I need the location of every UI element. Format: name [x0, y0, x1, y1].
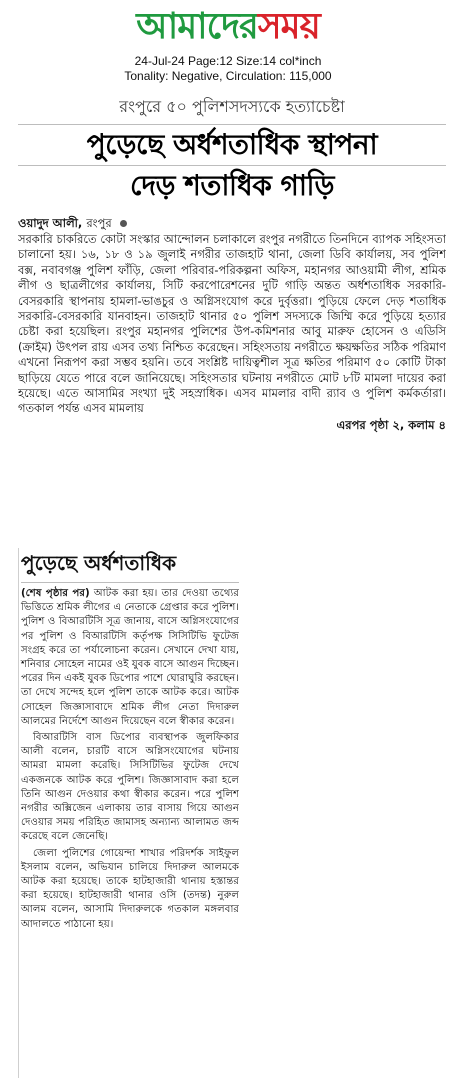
bullet-icon	[120, 220, 127, 227]
tonality-circulation-line: Tonality: Negative, Circulation: 115,000	[124, 69, 332, 83]
logo-part-2: সময়	[257, 5, 320, 47]
continued-from-label: (শেষ পৃষ্ঠার পর)	[21, 588, 90, 599]
continuation-paragraph: জেলা পুলিশের গোয়েন্দা শাখার পরিদর্শক সাইফুল ইসলাম বলেন, অভিযান চালিয়ে দিদারুল আলমকে আটক করা হয়েছে। তাকে হাটহাজারী থানায় হস্তান্তর করা হয়েছে। হাটহাজারী থানার ওসি (তদন্ত) নুরুল আলম বলেন, আসামি দিদারুলকে গতকাল মঙ্গলবার আদালতে পাঠানো হয়।	[21, 847, 239, 930]
byline-name: ওয়াদুদ আলী,	[18, 216, 83, 230]
logo-part-1: আমাদের	[136, 5, 258, 47]
continuation-paragraph: বিআরটিসি বাস ডিপোর ব্যবস্থাপক জুলফিকার আলী বলেন, চারটি বাসে অগ্নিসংযোগের ঘটনায় আমরা মামলা করেছি। সিসিটিভির ফুটেজ দেখে একজনকে আটক করে পুলিশ। জিজ্ঞাসাবাদ করা হলে তিনি আগুন দেওয়ার কথা স্বীকার করেন। পরে পুলিশ নগরীর অক্সিজেন এলাকায় তার বাসায় গিয়ে আগুন দেওয়ার সময় পরিহিত জামাসহ অন্যান্য আলামত জব্দ করেছে বলে জেনেছি।	[21, 732, 239, 843]
main-article	[18, 94, 446, 522]
masthead	[0, 0, 456, 52]
date-page-size-line: 24-Jul-24 Page:12 Size:14 col*inch	[134, 54, 322, 68]
byline	[18, 214, 446, 232]
clipping-meta	[0, 54, 456, 84]
newspaper-logo	[0, 0, 456, 52]
article-body: সরকারি চাকরিতে কোটা সংস্কার আন্দোলন চলাকালে রংপুর নগরীতে তিনদিনে ব্যাপক সহিংসতা চালানো হয়। ১৬, ১৮ ও ১৯ জুলাই নগরীর তাজহাট থানা, জেলা ডিবি কার্যালয়, সব পুলিশ বক্স, নবাবগঞ্জ পুলিশ ফাঁড়ি, জেলা পরিবার-পরিকল্পনা অফিস, মহানগর আওয়ামী লীগ, শ্রমিক লীগ ও ছাত্রলীগের কার্যালয়, সিটি করপোরেশনের দুটি গাড়ি অন্তত অর্ধশতাধিক সরকারি-বেসরকারি স্থাপনায় হামলা-ভাঙচুর ও অগ্নিসংযোগ করে দুর্বৃত্তরা। পুড়িয়ে ফেলে দেড় শতাধিক সরকারি-বেসরকারি যানবাহন। তাজহাট থানার ৫০ পুলিশ সদস্যকে জিম্মি করে পুড়িয়ে হত্যার চেষ্টা করা হয়েছিল। রংপুর মহানগর পুলিশের উপ-কমিশনার আবু মারুফ হোসেন ও এডিসি (ক্রাইম) উৎপল রায় এসব তথ্য নিশ্চিত করেছেন। সহিংসতায় নগরীতে ক্ষয়ক্ষতির সঠিক পরিমাণ এখনো নিরূপণ করা সম্ভব হয়নি। তবে সংশ্লিষ্ট দায়িত্বশীল সূত্র ক্ষতির পরিমাণ ৫০ কোটি টাকা ছাড়িয়ে যেতে পারে বলে জানিয়েছে। সহিংসতার ঘটনায় নগরীতে মোট ৮টি মামলা দায়ের করা হয়েছে। এতে আসামির সংখ্যা দুই সহস্রাধিক। এসব মামলার বাদী র‌্যাব ও পুলিশ কর্মকর্তারা। গতকাল পর্যন্ত এসব মামলায়	[18, 232, 446, 416]
continued-on-page: এরপর পৃষ্ঠা ২, কলাম ৪	[336, 417, 446, 432]
article-kicker: রংপুরে ৫০ পুলিশসদস্যকে হত্যাচেষ্টা	[18, 94, 446, 125]
continuation-headline: পুড়েছে অর্ধশতাধিক	[21, 548, 239, 583]
continuation-paragraph-text: আটক করা হয়। তার দেওয়া তথ্যের ভিত্তিতে শ্রমিক লীগের এ নেতাকে গ্রেপ্তার করে পুলিশ। পুলিশ ও বিআরটিসি সূত্র জানায়, বাসে অগ্নিসংযোগের পর পুলিশ ও বিআরটিসি কর্তৃপক্ষ সিসিটিভি ফুটেজ সংগ্রহ করে তা পর্যালোচনা করেন। সেখানে দেখা যায়, শনিবার সোহেল নামের ওই যুবক বাসে আগুন দিচ্ছেন। পরের দিন একই যুবক ডিপোর পাশে ঘোরাঘুরি করছেন। তা দেখে সন্দেহ হলে পুলিশ তাকে আটক করে। আটক সোহেল জিজ্ঞাসাবাদে শ্রমিক লীগ নেতা দিদারুল আলমের নির্দেশে আগুন দিয়েছেন বলে স্বীকার করেন।	[21, 588, 239, 727]
headline-line-2: দেড় শতাধিক গাড়ি	[129, 169, 334, 202]
continuation-article	[18, 548, 239, 1078]
headline-line-1: পুড়েছে অর্ধশতাধিক স্থাপনা	[18, 125, 446, 166]
byline-place: রংপুর	[86, 216, 112, 230]
continuation-paragraph	[21, 587, 239, 729]
